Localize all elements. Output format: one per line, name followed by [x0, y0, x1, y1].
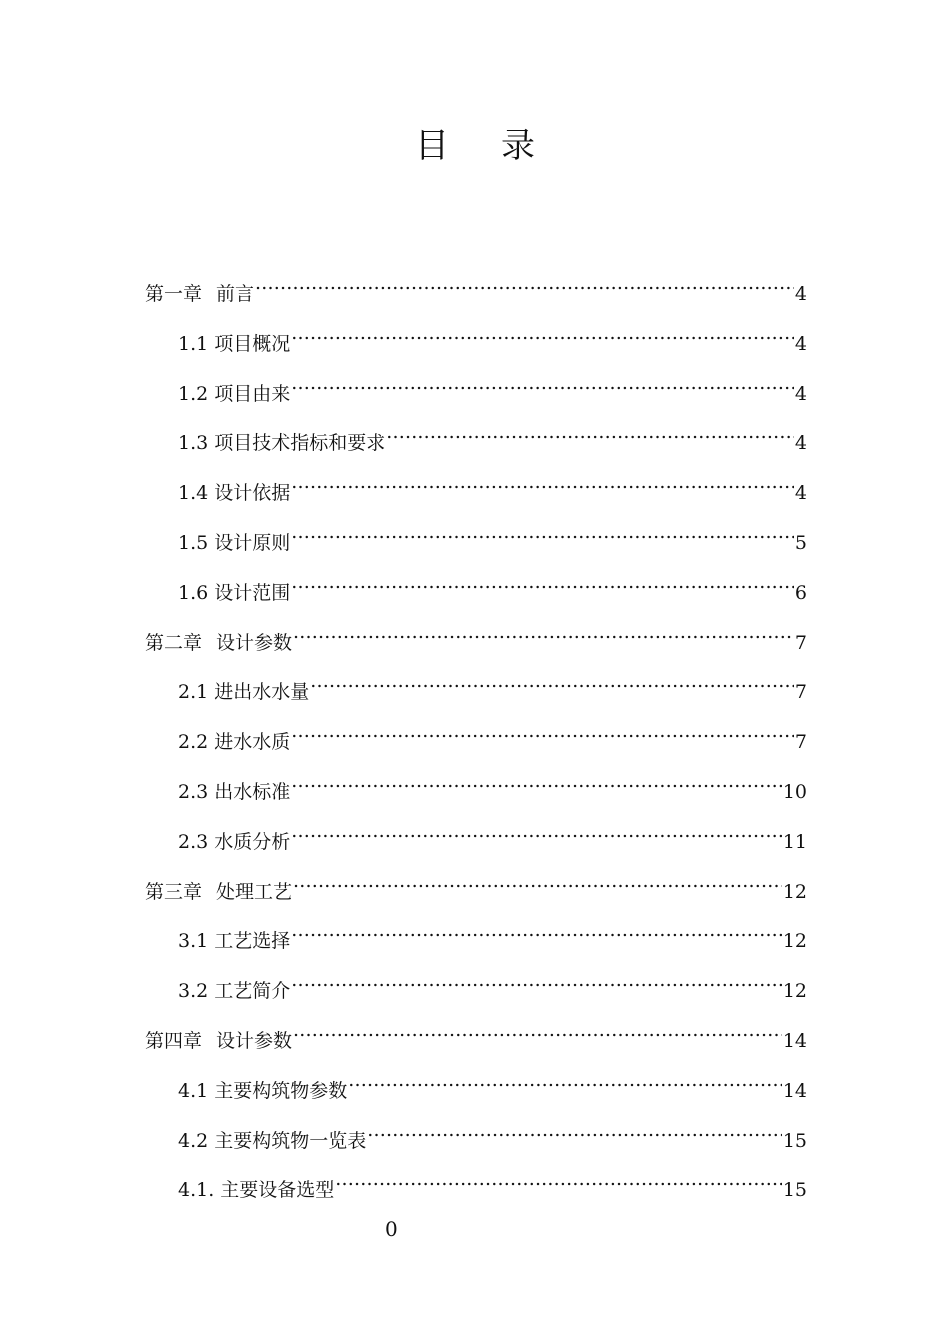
toc-dot-leader — [255, 266, 794, 300]
toc-entry-title: 水质分析 — [214, 830, 291, 853]
toc-entry-page-number: 14 — [782, 1029, 807, 1052]
toc-entry-number: 3.2 — [178, 980, 209, 1003]
toc-entry-label — [178, 725, 290, 759]
toc-section-entry[interactable] — [145, 664, 807, 714]
toc-dot-leader — [291, 316, 794, 350]
toc-dot-leader — [335, 1162, 782, 1196]
toc-section-entry[interactable] — [145, 415, 807, 465]
toc-entry-page-number: 4 — [794, 482, 807, 505]
toc-dot-leader — [367, 1113, 782, 1147]
toc-entry-title: 项目概况 — [214, 332, 291, 355]
toc-dot-leader — [291, 814, 782, 848]
toc-entry-number: 第三章 — [145, 880, 203, 903]
toc-entry-title: 设计范围 — [214, 581, 291, 604]
toc-entry-label — [178, 675, 309, 709]
toc-entry-title: 项目技术指标和要求 — [214, 432, 386, 455]
toc-entry-label — [178, 1124, 366, 1158]
title-char-1: 目 — [415, 126, 449, 166]
toc-dot-leader — [348, 1063, 782, 1097]
toc-entry-title: 出水标准 — [214, 780, 291, 803]
toc-entry-label — [178, 775, 290, 809]
toc-entry-page-number: 10 — [782, 780, 807, 803]
toc-entry-number: 1.5 — [178, 531, 209, 554]
toc-entry-page-number: 4 — [794, 283, 807, 305]
title-char-2: 录 — [501, 126, 535, 166]
toc-entry-number: 2.1 — [178, 681, 209, 704]
table-of-contents — [145, 266, 807, 1212]
toc-entry-title: 主要构筑物一览表 — [214, 1129, 367, 1152]
toc-entry-label — [178, 526, 290, 560]
toc-entry-page-number: 7 — [794, 681, 807, 704]
toc-section-entry[interactable] — [145, 465, 807, 515]
toc-dot-leader — [293, 864, 782, 898]
toc-entry-title: 项目由来 — [214, 382, 291, 405]
toc-entry-label — [178, 576, 290, 610]
toc-section-entry[interactable] — [145, 963, 807, 1013]
toc-entry-number: 第四章 — [145, 1029, 203, 1052]
toc-section-entry[interactable] — [145, 714, 807, 764]
toc-entry-title: 设计参数 — [216, 1029, 293, 1052]
toc-entry-page-number: 12 — [782, 980, 807, 1003]
toc-entry-number: 3.1 — [178, 930, 209, 953]
toc-section-entry[interactable] — [145, 764, 807, 814]
toc-entry-number: 1.4 — [178, 482, 209, 505]
toc-chapter-entry[interactable] — [145, 615, 807, 665]
toc-section-entry[interactable] — [145, 515, 807, 565]
toc-section-entry[interactable] — [145, 1113, 807, 1163]
toc-entry-label — [178, 327, 290, 361]
toc-entry-title: 主要构筑物参数 — [214, 1079, 348, 1102]
toc-dot-leader — [291, 913, 782, 947]
toc-dot-leader — [291, 565, 794, 599]
toc-section-entry[interactable] — [145, 814, 807, 864]
toc-entry-page-number: 15 — [782, 1129, 807, 1152]
toc-dot-leader — [291, 764, 782, 798]
toc-entry-label — [178, 476, 290, 510]
toc-entry-page-number: 4 — [794, 382, 807, 405]
toc-entry-label — [145, 1024, 292, 1058]
toc-entry-page-number: 7 — [794, 631, 807, 654]
toc-dot-leader — [293, 615, 794, 649]
toc-section-entry[interactable] — [145, 1063, 807, 1113]
toc-entry-title: 设计依据 — [214, 482, 291, 505]
toc-entry-title: 设计参数 — [216, 631, 293, 654]
toc-entry-label — [178, 377, 290, 411]
toc-entry-page-number: 7 — [794, 731, 807, 754]
toc-section-entry[interactable] — [145, 1162, 807, 1212]
toc-entry-title: 工艺选择 — [214, 930, 291, 953]
toc-entry-number: 第一章 — [145, 283, 203, 305]
toc-entry-label — [145, 875, 292, 909]
footer-page-number: 0 — [385, 1217, 398, 1241]
toc-dot-leader — [293, 1013, 782, 1047]
toc-entry-page-number: 12 — [782, 930, 807, 953]
toc-entry-number: 1.1 — [178, 332, 209, 355]
toc-section-entry[interactable] — [145, 913, 807, 963]
toc-entry-label — [178, 924, 290, 958]
toc-entry-label — [178, 426, 385, 460]
toc-entry-page-number: 5 — [794, 531, 807, 554]
toc-dot-leader — [310, 664, 794, 698]
toc-entry-number: 4.2 — [178, 1129, 209, 1152]
toc-dot-leader — [291, 963, 782, 997]
toc-dot-leader — [291, 714, 794, 748]
toc-chapter-entry[interactable] — [145, 266, 807, 316]
toc-entry-label — [178, 1173, 334, 1207]
toc-dot-leader — [291, 366, 794, 400]
toc-dot-leader — [291, 465, 794, 499]
toc-entry-page-number: 4 — [794, 432, 807, 455]
toc-entry-number: 2.2 — [178, 731, 209, 754]
toc-dot-leader — [291, 515, 794, 549]
toc-entry-label — [145, 277, 254, 311]
toc-entry-number: 2.3 — [178, 830, 209, 853]
toc-entry-title: 进水水质 — [214, 731, 291, 754]
toc-entry-page-number: 11 — [782, 830, 807, 853]
toc-entry-title: 工艺简介 — [214, 980, 291, 1003]
toc-entry-number: 4.1 — [178, 1079, 209, 1102]
toc-entry-title: 进出水水量 — [214, 681, 310, 704]
toc-entry-number: 1.2 — [178, 382, 209, 405]
toc-chapter-entry[interactable] — [145, 1013, 807, 1063]
toc-chapter-entry[interactable] — [145, 864, 807, 914]
toc-section-entry[interactable] — [145, 366, 807, 416]
toc-entry-number: 4.1. — [178, 1179, 215, 1202]
toc-entry-label — [178, 825, 290, 859]
toc-entry-title: 设计原则 — [214, 531, 291, 554]
toc-entry-page-number: 4 — [794, 332, 807, 355]
toc-entry-number: 第二章 — [145, 631, 203, 654]
toc-entry-title: 前言 — [216, 283, 255, 305]
toc-entry-page-number: 6 — [794, 581, 807, 604]
toc-section-entry[interactable] — [145, 565, 807, 615]
toc-entry-number: 2.3 — [178, 780, 209, 803]
toc-entry-page-number: 15 — [782, 1179, 807, 1202]
toc-entry-number: 1.6 — [178, 581, 209, 604]
toc-dot-leader — [386, 415, 794, 449]
toc-entry-label — [178, 1074, 347, 1108]
toc-entry-title: 处理工艺 — [216, 880, 293, 903]
toc-entry-title: 主要设备选型 — [220, 1179, 335, 1202]
page-title — [0, 124, 950, 168]
toc-entry-number: 1.3 — [178, 432, 209, 455]
toc-entry-label — [178, 974, 290, 1008]
toc-section-entry[interactable] — [145, 316, 807, 366]
toc-entry-page-number: 12 — [782, 880, 807, 903]
toc-entry-label — [145, 626, 292, 660]
toc-entry-page-number: 14 — [782, 1079, 807, 1102]
